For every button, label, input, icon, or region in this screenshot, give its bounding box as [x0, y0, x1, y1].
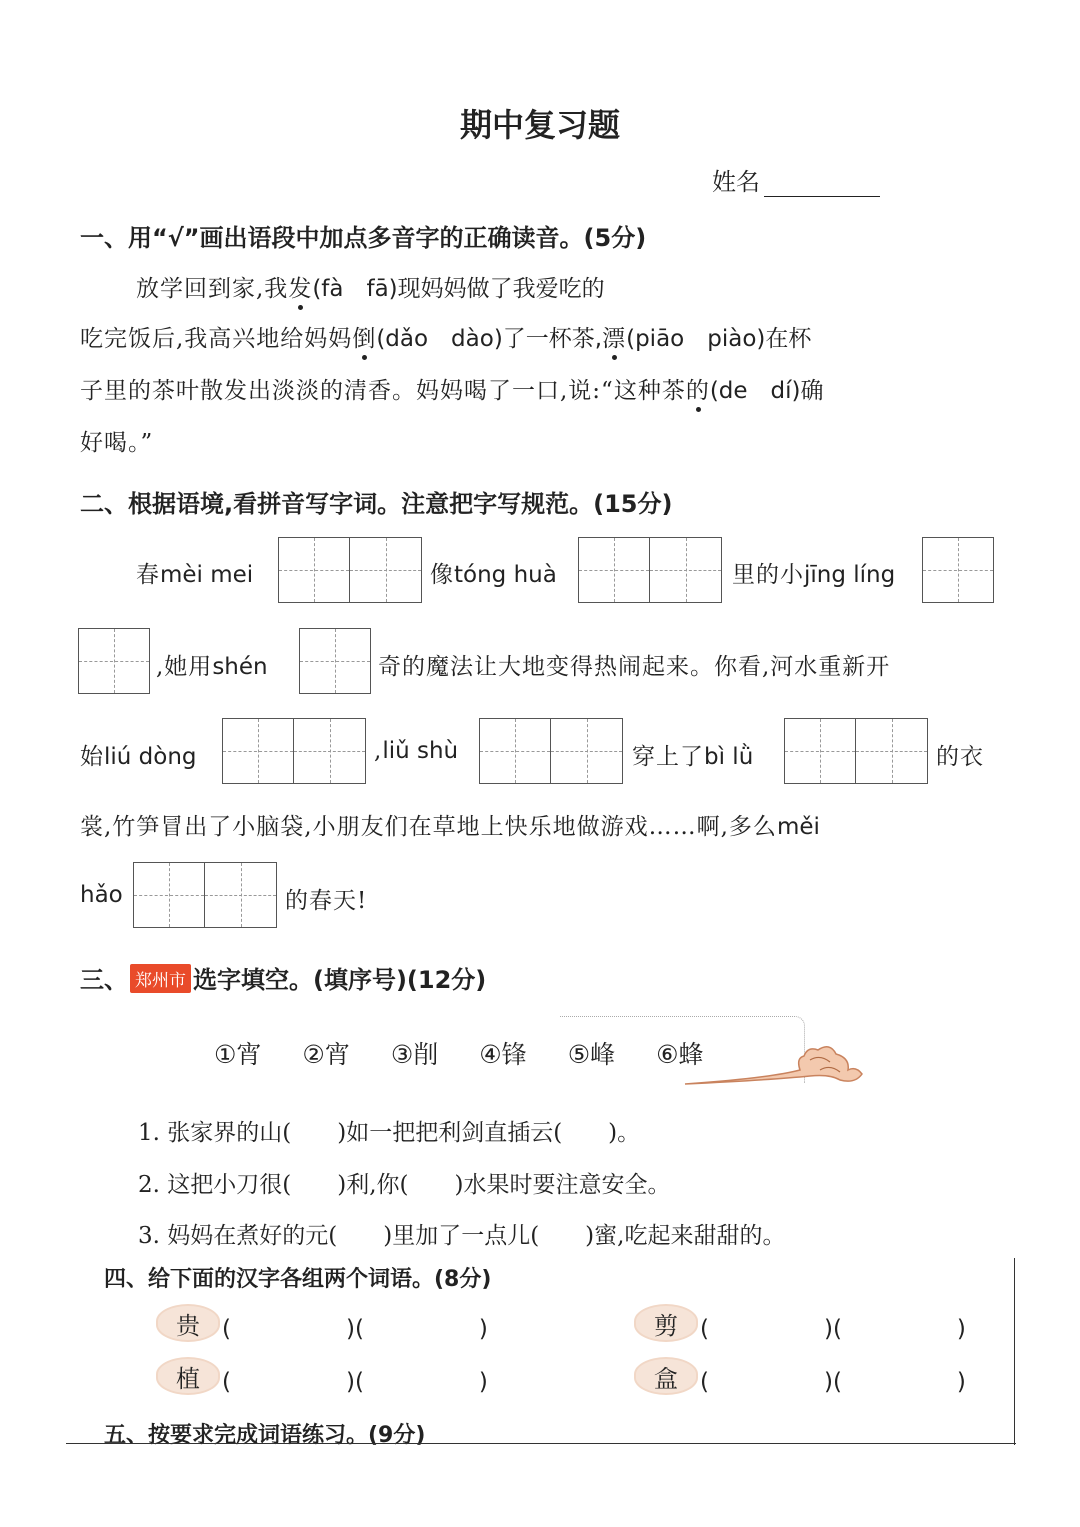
- q1-line2: 吃完饭后,我高兴地给妈妈倒(dǎo dào)了一杯茶,漂(piāo piào)在杯: [80, 320, 811, 353]
- char-badge: 植: [158, 1359, 218, 1393]
- q2-text: hǎo: [80, 882, 123, 908]
- char-badge: 贵: [158, 1306, 218, 1340]
- q2-text: ,liǔ shù: [374, 738, 459, 764]
- writing-grid[interactable]: [479, 718, 623, 784]
- answer-blanks[interactable]: ( )( ): [700, 1369, 966, 1395]
- q1-heading: 一、用“√”画出语段中加点多音字的正确读音。(5分): [80, 224, 647, 252]
- q2-text: 像tóng huà: [430, 562, 557, 588]
- q2-text: 里的小jīng líng: [732, 562, 896, 588]
- q3-heading: 三、 郑州市 选字填空。(填序号)(12分): [80, 966, 487, 994]
- q2-text: 春mèi mei: [136, 562, 254, 588]
- answer-blanks[interactable]: ( )( ): [700, 1316, 966, 1342]
- q2-text: ,她用shén: [156, 654, 268, 680]
- q2-text: 始liú dòng: [80, 744, 197, 770]
- q3-options: ①宵 ②宵 ③削 ④锋 ⑤峰 ⑥蜂: [214, 1040, 704, 1069]
- char-badge: 盒: [636, 1359, 696, 1393]
- writing-grid[interactable]: [78, 628, 150, 694]
- q4-heading: 四、给下面的汉字各组两个词语。(8分): [104, 1267, 492, 1292]
- dotted-char: 漂: [602, 320, 626, 353]
- frame-right-line: [1014, 1258, 1015, 1445]
- q2-text: 的春天!: [285, 888, 368, 914]
- q5-heading: 五、按要求完成词语练习。(9分): [104, 1423, 426, 1448]
- region-badge: 郑州市: [130, 964, 191, 993]
- name-label: 姓名: [712, 168, 760, 196]
- writing-grid[interactable]: [222, 718, 366, 784]
- name-blank-line[interactable]: [764, 172, 880, 197]
- frame-bottom-line: [66, 1443, 1016, 1444]
- dotted-char: 发: [288, 270, 312, 303]
- q1-line4: 好喝。”: [80, 430, 154, 456]
- q3-item: 1. 张家界的山( )如一把把利剑直插云( )。: [138, 1120, 641, 1146]
- q1-line3: 子里的茶叶散发出淡淡的清香。妈妈喝了一口,说:“这种茶的(de dí)确: [80, 372, 824, 405]
- page-title: 期中复习题: [459, 106, 620, 144]
- name-field[interactable]: [712, 162, 880, 197]
- writing-grid[interactable]: [922, 537, 994, 603]
- q1-line1: 放学回到家,我发(fà fā)现妈妈做了我爱吃的: [136, 270, 605, 303]
- answer-blanks[interactable]: ( )( ): [222, 1369, 488, 1395]
- q2-text: 裳,竹笋冒出了小脑袋,小朋友们在草地上快乐地做游戏……啊,多么měi: [80, 814, 820, 840]
- writing-grid[interactable]: [278, 537, 422, 603]
- q2-heading: 二、根据语境,看拼音写字词。注意把字写规范。(15分): [80, 490, 673, 518]
- writing-grid[interactable]: [133, 862, 277, 928]
- q3-item: 2. 这把小刀很( )利,你( )水果时要注意安全。: [138, 1172, 671, 1198]
- char-badge: 剪: [636, 1306, 696, 1340]
- answer-blanks[interactable]: ( )( ): [222, 1316, 488, 1342]
- dotted-char: 的: [686, 372, 710, 405]
- q2-text: 奇的魔法让大地变得热闹起来。你看,河水重新开: [378, 654, 891, 680]
- q2-text: 穿上了bì lǜ: [632, 744, 754, 770]
- q2-text: 的衣: [936, 744, 984, 770]
- dotted-char: 倒: [352, 320, 376, 353]
- writing-grid[interactable]: [784, 718, 928, 784]
- wave-decoration-icon: [680, 1040, 870, 1090]
- q3-item: 3. 妈妈在煮好的元( )里加了一点儿( )蜜,吃起来甜甜的。: [138, 1223, 786, 1249]
- writing-grid[interactable]: [299, 628, 371, 694]
- writing-grid[interactable]: [578, 537, 722, 603]
